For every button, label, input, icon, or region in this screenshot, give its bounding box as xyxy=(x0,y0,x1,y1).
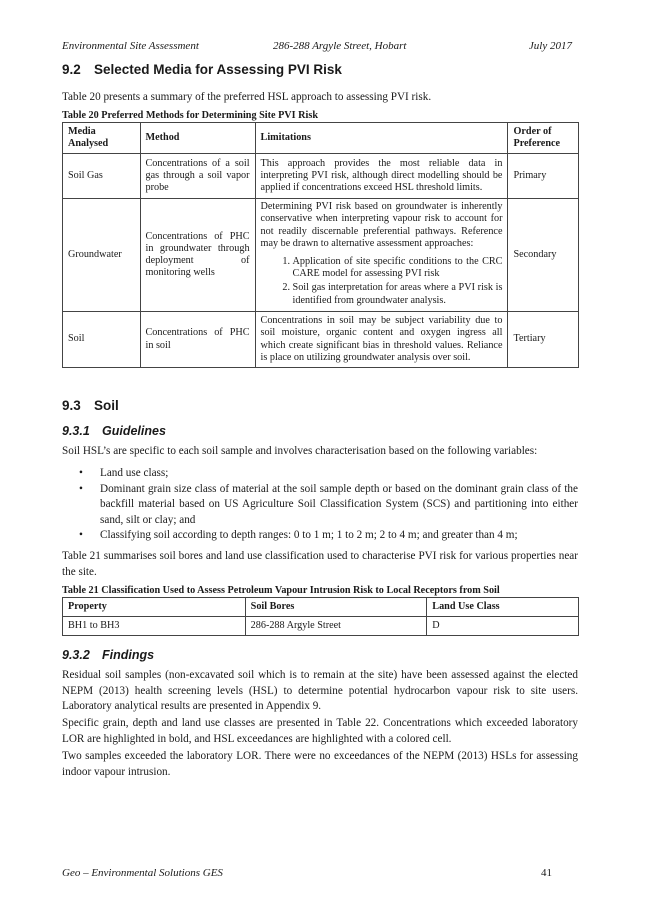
table-header-cell: Method xyxy=(140,123,255,154)
limitations-list xyxy=(261,256,503,307)
section-number: 9.2 xyxy=(62,62,81,77)
table-cell: This approach provides the most reliable data in interpreting PVI risk, although direct modelling should be applied if concentrations exceed HSL threshold limits. xyxy=(255,154,508,199)
table-header-row xyxy=(63,598,579,617)
paragraph-findings-2: Specific grain, depth and land use classes are presented in Table 22. Concentrations which exceeded laboratory LOR are highlighted in bold, and HSL exceedances are highlighted with a colored cell. xyxy=(62,717,578,745)
table-cell-limitations xyxy=(255,199,508,312)
table-cell: Soil xyxy=(63,312,141,368)
table-row xyxy=(63,312,579,368)
section-number: 9.3 xyxy=(62,398,81,413)
paragraph-guidelines-intro: Soil HSL’s are specific to each soil sample and involves characterisation based on the following variables: xyxy=(62,445,538,457)
table-cell: Primary xyxy=(508,154,579,199)
table-cell: Concentrations of PHC in groundwater through deployment of monitoring wells xyxy=(140,199,255,312)
table-row xyxy=(63,199,579,312)
table21 xyxy=(62,597,579,636)
section-heading-9-2 xyxy=(62,62,342,77)
table-header-cell: Media Analysed xyxy=(63,123,141,154)
table-header-cell: Property xyxy=(63,598,246,617)
subsection-heading-9-3-2 xyxy=(62,648,154,662)
section-heading-9-3 xyxy=(62,398,119,413)
page-footer xyxy=(62,867,552,879)
page-number: 41 xyxy=(541,867,552,879)
section-title: Soil xyxy=(94,398,119,413)
table-row xyxy=(63,154,579,199)
paragraph-table21-intro: Table 21 summarises soil bores and land use classification used to characterise PVI risk for various properties near the site. xyxy=(62,550,578,578)
subsection-number: 9.3.2 xyxy=(62,648,90,662)
subsection-title: Guidelines xyxy=(102,424,166,438)
header-left: Environmental Site Assessment xyxy=(62,40,199,52)
bullet-icon: • xyxy=(79,529,83,541)
paragraph-findings-1: Residual soil samples (non-excavated soil which is to remain at the site) have been assessed against the elected NEPM (2013) health screening levels (HSL) to determine potential hydrocarbon vapour risk to site users. Laboratory analytical results are presented in Appendix 9. xyxy=(62,669,578,712)
table20 xyxy=(62,122,579,368)
table-header-cell: Soil Bores xyxy=(245,598,427,617)
table-cell: Soil Gas xyxy=(63,154,141,199)
list-item: • Classifying soil according to depth ranges: 0 to 1 m; 1 to 2 m; 2 to 4 m; and greater than 4 m; xyxy=(100,528,578,544)
table-header-row xyxy=(63,123,579,154)
table-cell: Concentrations of PHC in soil xyxy=(140,312,255,368)
header-center: 286-288 Argyle Street, Hobart xyxy=(273,40,407,52)
section-title: Selected Media for Assessing PVI Risk xyxy=(94,62,342,77)
subsection-number: 9.3.1 xyxy=(62,424,90,438)
list-item: • Dominant grain size class of material at the soil sample depth or based on the dominant grain class of the backfill material based on US Agriculture Soil Classification System (SCS) and partitioning into either sand, silt or clay; and xyxy=(79,482,578,526)
paragraph-findings-3: Two samples exceeded the laboratory LOR. There were no exceedances of the NEPM (2013) HSLs for assessing indoor vapour intrusion. xyxy=(62,750,578,778)
table-header-cell: Limitations xyxy=(255,123,508,154)
subsection-title: Findings xyxy=(102,648,155,662)
table-cell: Concentrations in soil may be subject variability due to soil moisture, organic content and oxygen ingress all which create significant bias in threshold values. Reliance is place on utilizing groundwater analysis over soil. xyxy=(255,312,508,368)
table-header-cell: Order of Preference xyxy=(508,123,579,154)
table-cell: BH1 to BH3 xyxy=(63,617,246,636)
table-cell: D xyxy=(427,617,579,636)
list-item: • Land use class; xyxy=(100,466,578,482)
table-row xyxy=(63,617,579,636)
subsection-heading-9-3-1 xyxy=(62,424,166,438)
list-item: 2. Soil gas interpretation for areas where a PVI risk is identified from groundwater analysis. xyxy=(293,282,503,306)
footer-left: Geo – Environmental Solutions GES xyxy=(62,867,223,879)
variables-list xyxy=(62,466,578,544)
table-header-cell: Land Use Class xyxy=(427,598,579,617)
table-cell: Concentrations of a soil gas through a soil vapor probe xyxy=(140,154,255,199)
table-cell: Secondary xyxy=(508,199,579,312)
table21-caption: Table 21 Classification Used to Assess Petroleum Vapour Intrusion Risk to Local Receptors from Soil xyxy=(62,585,500,596)
table-cell: Groundwater xyxy=(63,199,141,312)
table20-caption: Table 20 Preferred Methods for Determining Site PVI Risk xyxy=(62,110,318,121)
limitations-text: Determining PVI risk based on groundwater is inherently conservative when interpreting vapour risk to account for not readily discernable preferential pathways. Reference may be drawn to alternative assessment approaches: xyxy=(260,201,503,249)
table-cell: Tertiary xyxy=(508,312,579,368)
paragraph-table20-intro: Table 20 presents a summary of the preferred HSL approach to assessing PVI risk. xyxy=(62,91,432,103)
table-cell: 286-288 Argyle Street xyxy=(245,617,427,636)
list-item: 1. Application of site specific conditions to the CRC CARE model for assessing PVI risk xyxy=(293,256,503,280)
bullet-icon: • xyxy=(79,482,83,495)
header-right: July 2017 xyxy=(528,40,572,52)
bullet-icon: • xyxy=(79,467,83,479)
